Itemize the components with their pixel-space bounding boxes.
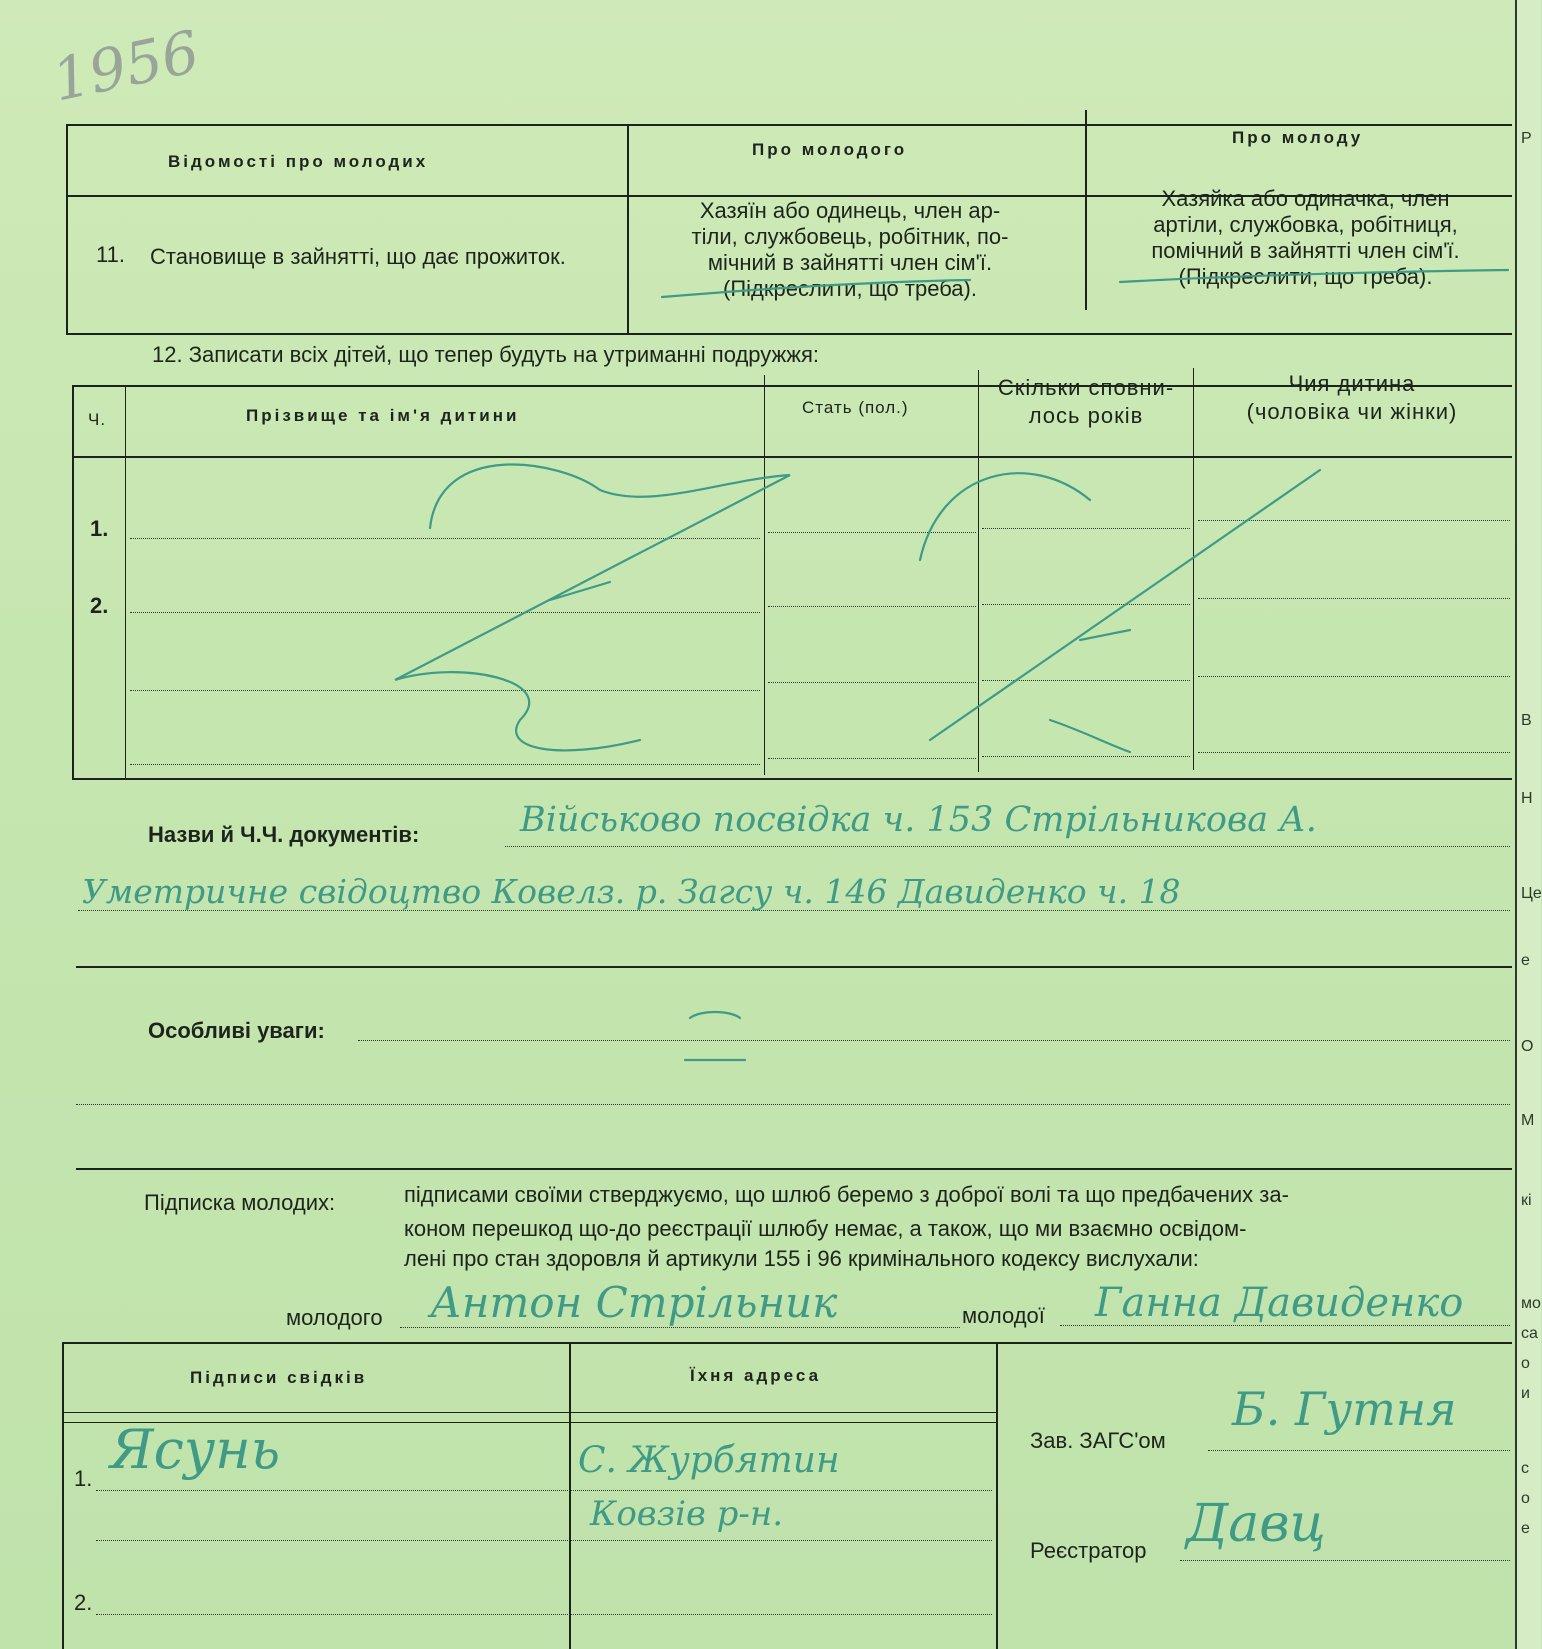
- head-zags-signature: Б. Гутня: [1232, 1382, 1457, 1436]
- adjacent-page-edge: [1515, 0, 1541, 1649]
- edge-letter: Це: [1521, 885, 1542, 902]
- edge-letter: Р: [1521, 130, 1532, 147]
- subscription-line: коном перешкод що-до реєстрації шлюбу немає, а також, що ми взаємно освідом-: [404, 1216, 1247, 1241]
- col-sex-header: Стать (пол.): [802, 398, 909, 417]
- witness1-address-line2: Ковзів р-н.: [590, 1494, 784, 1534]
- edge-letter: о: [1521, 1490, 1530, 1507]
- col-groom-header: Про молодого: [752, 140, 908, 159]
- edge-letter: кі: [1521, 1192, 1532, 1209]
- head-zags-label: Зав. ЗАГС'ом: [1030, 1428, 1166, 1453]
- witness-row-number: 1.: [74, 1466, 93, 1491]
- documents-label: Назви й Ч.Ч. документів:: [148, 822, 420, 847]
- documents-line2: Уметричне свідоцтво Ковелз. р. Загсу ч. 146 Давиденко ч. 18: [82, 872, 1181, 911]
- bride-option-line: помічний в зайнятті член сім'ї.: [1151, 238, 1460, 263]
- groom-option-line: тіли, службовець, робітник, по-: [691, 224, 1009, 249]
- row11-number: 11.: [96, 242, 125, 267]
- col-bride-header: Про молоду: [1232, 128, 1364, 147]
- col-info-header: Відомості про молодих: [168, 152, 429, 171]
- col-whose-line: (чоловіка чи жінки): [1246, 399, 1458, 424]
- subscription-label: Підписка молодих:: [144, 1190, 336, 1215]
- groom-option-line: (Підкреслити, що треба).: [723, 276, 977, 301]
- edge-letter: и: [1521, 1385, 1530, 1402]
- witness-address-header: Їхня адреса: [690, 1366, 822, 1385]
- remarks-label: Особливі уваги:: [148, 1018, 325, 1043]
- edge-letter: е: [1521, 952, 1530, 969]
- edge-letter: е: [1521, 1520, 1530, 1537]
- edge-letter: М: [1521, 1112, 1535, 1129]
- bride-option-line: (Підкреслити, що треба).: [1178, 264, 1433, 289]
- edge-letter: Н: [1521, 790, 1533, 807]
- edge-letter: са: [1521, 1325, 1538, 1342]
- row11-label: Становище в зайнятті, що дає прожиток.: [150, 244, 566, 269]
- col-age-line: Скільки сповни-: [997, 375, 1175, 400]
- bride-signature: Ганна Давиденко: [1095, 1280, 1464, 1326]
- witness1-signature: Ясунь: [110, 1418, 281, 1481]
- bride-option-line: артіли, службовка, робітниця,: [1153, 212, 1458, 237]
- witness1-address-line1: С. Журбятин: [578, 1440, 840, 1481]
- groom-option-line: мічний в зайнятті член сім'ї.: [707, 250, 993, 275]
- year-note: 1956: [46, 17, 206, 115]
- child-row-number: 2.: [90, 593, 109, 618]
- groom-label: молодого: [286, 1305, 383, 1330]
- subscription-line: підписами своїми стверджуємо, що шлюб беремо з доброї волі та що предбачених за-: [404, 1182, 1289, 1207]
- edge-letter: О: [1521, 1038, 1534, 1055]
- edge-letter: В: [1521, 712, 1532, 729]
- col-no-header: Ч.: [88, 410, 107, 429]
- bride-option-line: Хазяйка або одиначка, член: [1161, 186, 1450, 211]
- col-whose-line: Чия дитина: [1288, 371, 1416, 396]
- bride-label: молодої: [962, 1303, 1045, 1328]
- col-age-line: лось років: [1028, 403, 1144, 428]
- groom-option-line: Хазяїн або одинець, член ар-: [699, 198, 1001, 223]
- witness-signatures-header: Підписи свідків: [190, 1368, 368, 1387]
- col-name-header: Прізвище та ім'я дитини: [246, 406, 520, 425]
- edge-letter: мо: [1521, 1295, 1541, 1312]
- registrar-signature: Давц: [1186, 1494, 1326, 1554]
- edge-letter: о: [1521, 1355, 1530, 1372]
- subscription-line: лені про стан здоровля й артикули 155 і 96 кримінального кодексу вислухали:: [404, 1246, 1199, 1271]
- edge-letter: с: [1521, 1460, 1529, 1477]
- registrar-label: Реєстратор: [1030, 1538, 1147, 1563]
- child-row-number: 1.: [90, 516, 109, 541]
- witness-row-number: 2.: [74, 1590, 93, 1615]
- groom-signature: Антон Стрільник: [430, 1278, 838, 1327]
- documents-line1: Військово посвідка ч. 153 Стрільникова А.: [520, 800, 1317, 840]
- children-heading: 12. Записати всіх дітей, що тепер будуть на утриманні подружжя:: [152, 342, 819, 367]
